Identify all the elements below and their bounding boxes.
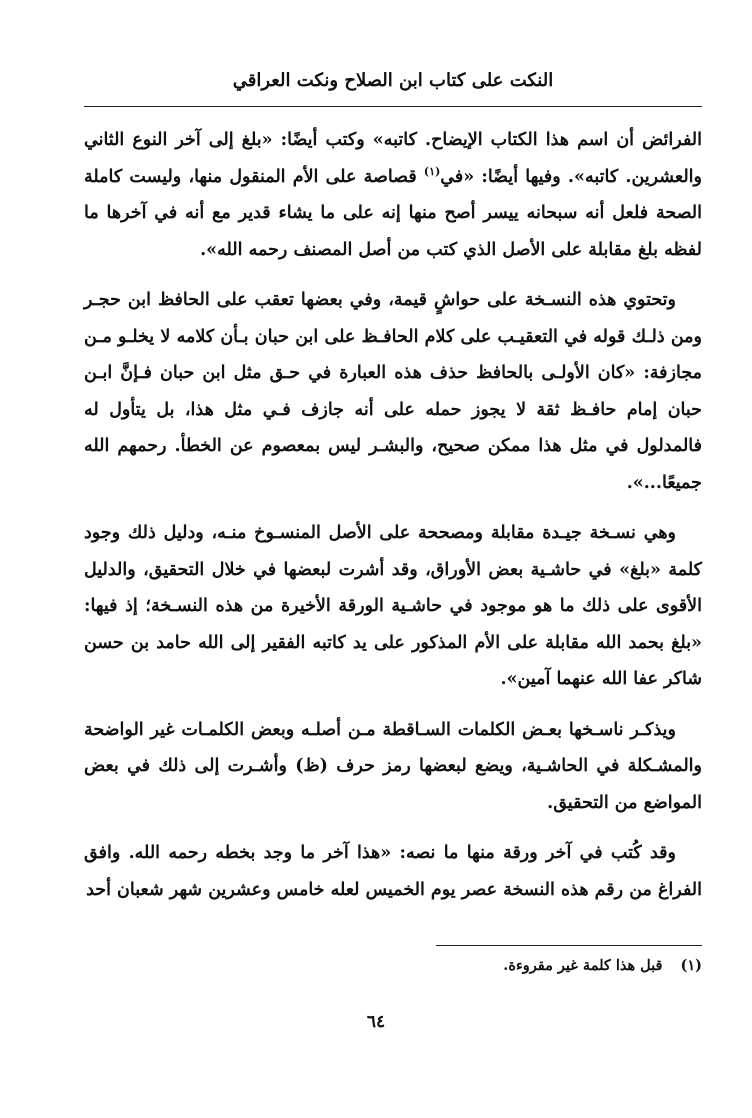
paragraph-2: وتحتوي هذه النسـخة على حواشٍ قيمة، وفي بعضها تعقب على الحافظ ابن حجـر ومن ذلـك قوله في التعقيـب على كلام الحافـظ على ابن حبان بـأن كلامه لا يخلـو مـن مجازفة: «كان الأولـى بالحافظ حذف هذه العبارة في حـق مثل ابن حبان فـإنَّ ابـن حبان إمام حافـظ ثقة لا يجوز حمله على أنه جازف فـي مثل هذا، بل يتأول له فالمدلول في مثل هذا ممكن صحيح، والبشـر ليس بمعصوم عن الخطأ. رحمهم الله جميعًا...». [84, 290, 702, 493]
footnote [84, 957, 702, 974]
running-head: النكت على كتاب ابن الصلاح ونكت العراقي [232, 70, 554, 91]
footnote-text: قبل هذا كلمة غير مقروءة. [503, 957, 663, 974]
page-number: ٦٤ [366, 1012, 386, 1032]
footnote-rule [436, 945, 702, 946]
footnote-number: (١) [680, 957, 702, 974]
paragraph-4: ويذكـر ناسـخها بعـض الكلمات السـاقطة مـن أصلـه وبعض الكلمـات غير الواضحة والمشـكلة في الحاشـية، ويضع لبعضها رمز حرف (ظ) وأشـرت إلى ذلك في بعض المواضع من التحقيق. [84, 719, 702, 813]
paragraph-1-text-b: قصاصة على الأم المنقول منها، وليست كاملة الصحة فلعل أنه سبحانه ييسر أصح منها إنه على ما يشاء قدير مع أنه في آخرها ما لفظه بلغ مقابلة على الأصل الذي كتب من أصل المصنف رحمه الله». [84, 166, 702, 260]
body-text [84, 122, 702, 922]
paragraph-5: وقد كُتب في آخر ورقة منها ما نصه: «هذا آخر ما وجد بخطه رحمه الله. وافق الفراغ من رقم هذه النسخة عصر يوم الخميس لعله خامس وعشرين شهر شعبان أحد [84, 843, 702, 900]
paragraph-3: وهي نسـخة جيـدة مقابلة ومصححة على الأصل المنسـوخ منـه، ودليل ذلك وجود كلمة «بلغ» في حاشـية بعض الأوراق، وقد أشرت لبعضها في خلال التحقيق، والدليل الأقوى على ذلك ما هو موجود في حاشـية الورقة الأخيرة من هذه النسـخة؛ إذ فيها: «بلغ بحمد الله مقابلة على الأم المذكور على يد كاتبه الفقير إلى الله حامد بن حسن شاكر عفا الله عنهما آمين». [84, 523, 702, 689]
paragraph-1-text-a: الفرائض أن اسم هذا الكتاب الإيضاح. كاتبه» وكتب أيضًا: «بلغ إلى آخر النوع الثاني والعشرين. كاتبه». وفيها أيضًا: «في [84, 130, 702, 187]
paragraph-1 [84, 122, 702, 268]
footnote-reference: (١) [423, 164, 441, 178]
header-rule [84, 106, 702, 107]
